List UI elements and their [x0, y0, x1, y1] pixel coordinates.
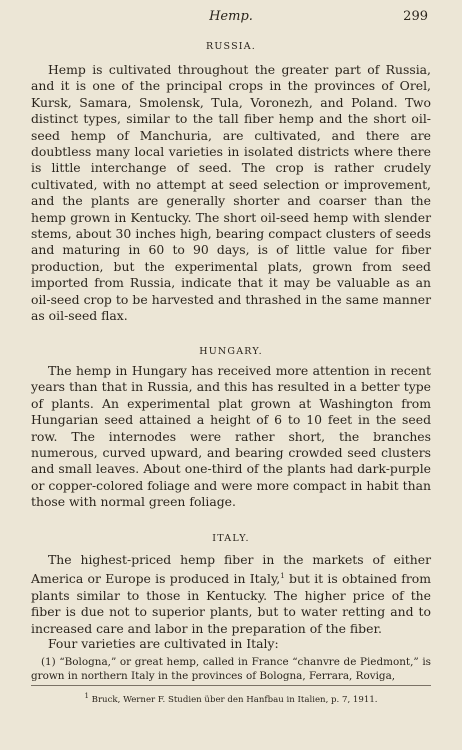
footnote-reference: 1 [280, 572, 285, 581]
paragraph-italy-text-a: The highest-priced hemp fiber in the markets of either America or Europe is produced in Italy, [31, 552, 431, 587]
paragraph-italy [31, 552, 431, 637]
footnote-marker: 1 [84, 692, 89, 700]
section-heading-italy: ITALY. [212, 533, 250, 544]
variety-1-paragraph: (1) “Bologna,” or great hemp, called in France “chanvre de Piedmont,” is grown in northern Italy in the provinces of Bologna, Ferrara, Roviga, [31, 656, 431, 683]
footnote [0, 692, 462, 705]
varieties-intro: Four varieties are cultivated in Italy: [48, 636, 279, 651]
section-heading-russia: RUSSIA. [205, 41, 257, 52]
paragraph-hungary: The hemp in Hungary has received more attention in recent years than that in Russia, and this has resulted in a better type of plants. An experimental plat grown at Washington from Hungarian seed attained a height of 6 to 10 feet in the seed row. The internodes were rather short, the branches numerous, curved upward, and bearing crowded seed clusters and small leaves. About one-third of the plants had dark-purple or copper-colored foliage and were more compact in habit than those with normal green foliage. [31, 363, 431, 510]
running-title: Hemp. [209, 9, 253, 24]
paragraph-russia: Hemp is cultivated throughout the greater part of Russia, and it is one of the principal crops in the provinces of Orel, Kursk, Samara, Smolensk, Tula, Voronezh, and Poland. Two distinct types, similar to the tall fiber hemp and the short oil-seed hemp of Manchuria, are cultivated, and there are doubtless many local varieties in isolated districts where there is little interchange of seed. The crop is rather crudely cultivated, with no attempt at seed selection or improvement, and the plants are generally shorter and coarser than the hemp grown in Kentucky. The short oil-seed hemp with slender stems, about 30 inches high, bearing compact clusters of seeds and maturing in 60 to 90 days, is of little value for fiber production, but the experimental plats, grown from seed imported from Russia, indicate that it may be valuable as an oil-seed crop to be harvested and thrashed in the same manner as oil-seed flax. [31, 62, 431, 324]
page-number: 299 [403, 9, 428, 24]
paragraph-italy-text-b: but it is obtained from plants similar to those in Kentucky. The higher price of the fiber is due not to superior plants, but to water retting and to increased care and labor in the preparation of the fiber. [31, 571, 432, 636]
page-header [0, 9, 462, 29]
section-heading-hungary: HUNGARY. [199, 346, 263, 357]
footnote-text: Bruck, Werner F. Studien über den Hanfbau in Italien, p. 7, 1911. [88, 694, 378, 705]
footnote-rule [31, 685, 431, 686]
